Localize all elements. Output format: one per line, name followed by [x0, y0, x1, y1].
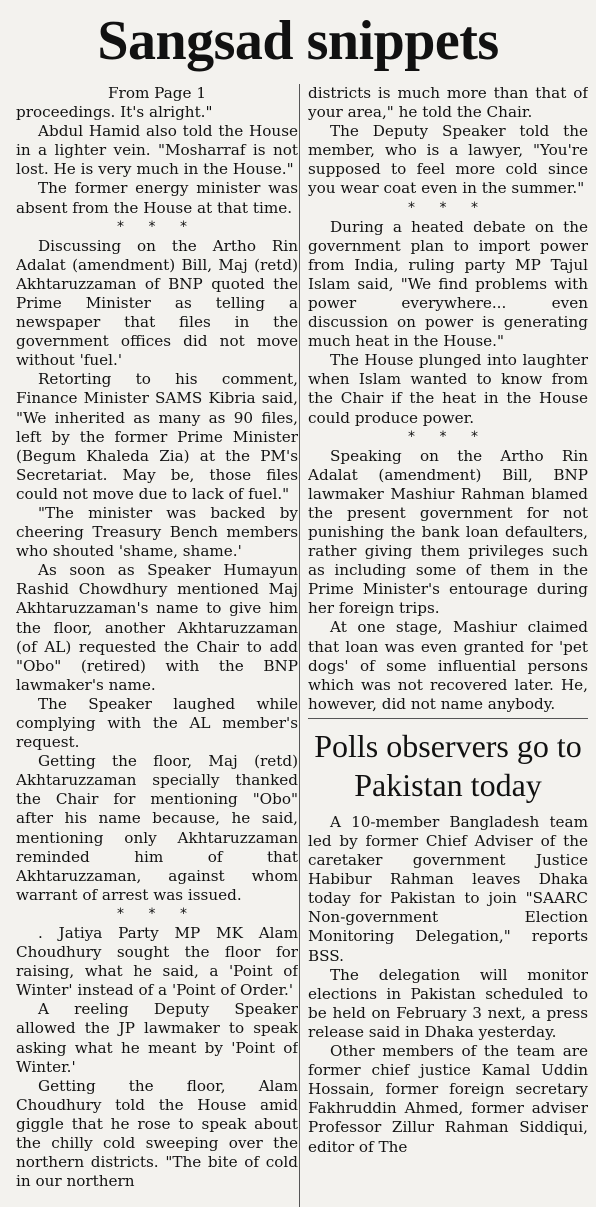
paragraph: Discussing on the Artho Rin Adalat (amendment) Bill, Maj (retd) Akhtaruzzaman of BNP quoted the Prime Minister as telling a newspaper that files in the government offices did not move without 'fuel.'	[16, 236, 298, 370]
paragraph: A 10-member Bangladesh team led by former Chief Adviser of the caretaker government Justice Habibur Rahman leaves Dhaka today for Pakistan to join "SAARC Non-government Election Monitoring Delegation," reports BSS.	[308, 812, 588, 965]
paragraph: Speaking on the Artho Rin Adalat (amendment) Bill, BNP lawmaker Mashiur Rahman blamed the present government for not punishing the bank loan defaulters, rather giving them privileges such as including some of them in the Prime Minister's entourage during her foreign trips.	[308, 446, 588, 618]
paragraph: districts is much more than that of your area," he told the Chair.	[308, 84, 588, 122]
column-rule	[299, 84, 300, 1207]
paragraph: The House plunged into laughter when Islam wanted to know from the Chair if the heat in the House could produce power.	[308, 351, 588, 427]
paragraph: . Jatiya Party MP MK Alam Choudhury sought the floor for raising, what he said, a 'Point of Winter' instead of a 'Point of Order.'	[16, 923, 298, 1000]
paragraph: The former energy minister was absent from the House at that time.	[16, 179, 298, 217]
page-headline: Sangsad snippets	[97, 10, 499, 72]
paragraph: Getting the floor, Alam Choudhury told the House amid giggle that he rose to speak about the chilly cold sweeping over the northern districts. "The bite of cold in our northern	[16, 1076, 298, 1191]
paragraph: proceedings. It's alright."	[16, 103, 213, 122]
paragraph: At one stage, Mashiur claimed that loan was even granted for 'pet dogs' of some influential persons which was not recovered later. He, however, did not name anybody.	[308, 618, 588, 713]
paragraph: The Speaker laughed while complying with the AL member's request.	[16, 694, 298, 752]
section-divider-stars: * * *	[408, 428, 488, 445]
paragraph: The delegation will monitor elections in Pakistan scheduled to be held on February 3 next, a press release said in Dhaka yesterday.	[308, 965, 588, 1041]
jump-line: From Page 1	[108, 84, 206, 102]
second-story-headline: Polls observers go to Pakistan today	[314, 727, 582, 803]
section-divider-stars: * * *	[408, 199, 488, 216]
paragraph: Getting the floor, Maj (retd) Akhtaruzzaman specially thanked the Chair for mentioning "Obo" after his name because, he said, mentioning only Akhtaruzzaman reminded him of that Akhtaruzzaman, against whom warrant of arrest was issued.	[16, 752, 298, 904]
right-column-continuation	[308, 84, 588, 714]
paragraph: During a heated debate on the government plan to import power from India, ruling party MP Tajul Islam said, "We find problems with power everywhere... even discussion on power is generating much heat in the House."	[308, 217, 588, 351]
paragraph: A reeling Deputy Speaker allowed the JP lawmaker to speak asking what he meant by 'Point of Winter.'	[16, 1000, 298, 1076]
paragraph: "The minister was backed by cheering Treasury Bench members who shouted 'shame, shame.'	[16, 503, 298, 561]
section-divider-stars: * * *	[117, 905, 197, 922]
second-story-body	[308, 813, 588, 1157]
paragraph: The Deputy Speaker told the member, who is a lawyer, "You're supposed to feel more cold since you wear coat even in the summer."	[308, 122, 588, 198]
paragraph: As soon as Speaker Humayun Rashid Chowdhury mentioned Maj Akhtaruzzaman's name to give him the floor, another Akhtaruzzaman (of AL) requested the Chair to add "Obo" (retired) with the BNP lawmaker's name.	[16, 561, 298, 694]
paragraph: Other members of the team are former chief justice Kamal Uddin Hossain, former foreign secretary Fakhruddin Ahmed, former adviser Professor Zillur Rahman Siddiqui, editor of The	[308, 1042, 588, 1156]
paragraph: Abdul Hamid also told the House in a lighter vein. "Mosharraf is not lost. He is very much in the House."	[16, 122, 298, 179]
story-separator	[308, 718, 588, 719]
left-column	[16, 84, 298, 1207]
right-column	[308, 84, 588, 1207]
paragraph: Retorting to his comment, Finance Minister SAMS Kibria said, "We inherited as many as 90 files, left by the former Prime Minister (Begum Khaleda Zia) at the PM's Secretariat. May be, those files could not move due to lack of fuel."	[16, 370, 298, 503]
section-divider-stars: * * *	[117, 218, 197, 235]
